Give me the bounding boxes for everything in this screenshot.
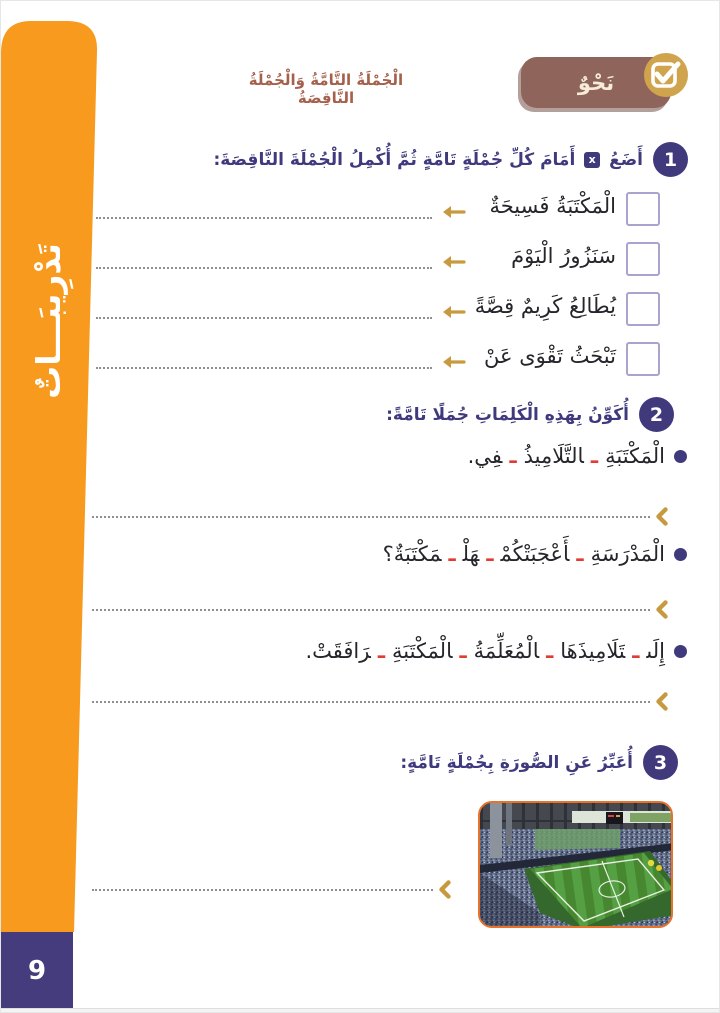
answer-dotted-line[interactable]	[96, 205, 432, 219]
red-dash-separator: ـ	[509, 444, 517, 468]
exercise1-number-badge: 1	[653, 142, 688, 177]
exercise1-row	[96, 190, 660, 240]
stadium-illustration	[480, 803, 673, 928]
exercise1-row	[96, 240, 660, 290]
sentence-text: سَنَزُورُ الْيَوْمَ	[511, 244, 616, 268]
bullet-icon	[674, 645, 687, 658]
exercise1-row	[96, 290, 660, 340]
exercise3-number-badge: 3	[643, 745, 678, 780]
exercise2-heading	[386, 397, 674, 432]
answer-checkbox[interactable]	[626, 192, 660, 226]
x-mark-icon: x	[584, 152, 600, 168]
exercise3-prompt: أُعَبِّرُ عَنِ الصُّورَةِ بِجُمْلَةٍ تَامَّةٍ:	[400, 752, 633, 773]
sentence-text: يُطَالِعُ كَرِيمٌ قِصَّةً	[474, 294, 616, 318]
answer-dotted-line[interactable]	[96, 255, 432, 269]
page-number-block	[1, 932, 73, 1009]
answer-dotted-line[interactable]	[92, 609, 650, 611]
exercise1-row	[96, 340, 660, 390]
bullet-icon	[674, 450, 687, 463]
bullet-icon	[674, 548, 687, 561]
exercise1-rows	[96, 190, 660, 390]
red-dash-separator: ـ	[448, 542, 456, 566]
lesson-title: الْجُمْلَةُ التَّامَّةُ وَالْجُمْلَةُ النَّاقِصَةُ	[248, 71, 404, 107]
exercise1-prompt	[213, 150, 643, 170]
page-number: 9	[27, 955, 47, 986]
exercise2-prompt: أُكَوِّنُ بِهَذِهِ الْكَلِمَاتِ جُمَلًا تَامَّةً:	[386, 404, 629, 425]
chevron-left-icon	[655, 600, 668, 619]
word-list-row	[305, 639, 687, 663]
answer-dotted-line[interactable]	[92, 516, 650, 518]
red-dash-separator: ـ	[590, 444, 599, 468]
stadium-photo	[478, 801, 673, 928]
red-dash-separator: ـ	[576, 542, 584, 566]
answer-dotted-line[interactable]	[92, 889, 433, 891]
arrow-left-icon	[440, 354, 466, 370]
chevron-left-icon	[438, 880, 451, 899]
word-list-row	[468, 444, 687, 468]
answer-dotted-line[interactable]	[96, 305, 432, 319]
exercise2-number-badge: 2	[639, 397, 674, 432]
exercise3-heading	[400, 745, 678, 780]
arrow-left-icon	[440, 204, 466, 220]
answer-dotted-line[interactable]	[92, 701, 650, 703]
page-bottom-edge	[1, 1008, 720, 1013]
word-list-row	[383, 542, 687, 566]
answer-checkbox[interactable]	[626, 242, 660, 276]
sidebar-vertical-label: تَدْرِيبَـــاتٌ	[29, 243, 68, 399]
answer-dotted-line[interactable]	[96, 355, 432, 369]
exercise1-prompt-before: أَضَعُ	[609, 149, 643, 170]
word-list: إِلَىـتَلَامِيذَهَاـالْمُعَلِّمَةُـالْمَكْتَبَةِـرَافَقَتْ.	[305, 639, 665, 663]
arrow-left-icon	[440, 254, 466, 270]
word-list: الْمَدْرَسَةِـأَعْجَبَتْكُمْـهَلْـمَكْتَبَةٌ؟	[382, 542, 665, 566]
red-dash-separator: ـ	[632, 639, 640, 663]
answer-checkbox[interactable]	[626, 342, 660, 376]
sentence-text: الْمَكْتَبَةُ فَسِيحَةٌ	[489, 194, 616, 218]
red-dash-separator: ـ	[546, 639, 554, 663]
subject-badge-label: نَحْوٌ	[577, 70, 615, 95]
chevron-left-icon	[655, 692, 668, 711]
red-dash-separator: ـ	[377, 639, 386, 663]
checkbox-check-icon	[642, 51, 690, 99]
arrow-left-icon	[440, 304, 466, 320]
exercise1-prompt-after: أَمَامَ كُلِّ جُمْلَةٍ تَامَّةٍ ثُمَّ أُكْمِلُ الْجُمْلَةَ النَّاقِصَةَ:	[213, 149, 576, 170]
answer-checkbox[interactable]	[626, 292, 660, 326]
sentence-text: تَبْحَثُ تَقْوَى عَنْ	[484, 344, 616, 368]
exercise1-heading	[213, 142, 688, 177]
chevron-left-icon	[655, 507, 668, 526]
red-dash-separator: ـ	[459, 639, 467, 663]
red-dash-separator: ـ	[486, 542, 494, 566]
word-list: الْمَكْتَبَةِـالتَّلَامِيذُـفِي.	[467, 444, 665, 468]
